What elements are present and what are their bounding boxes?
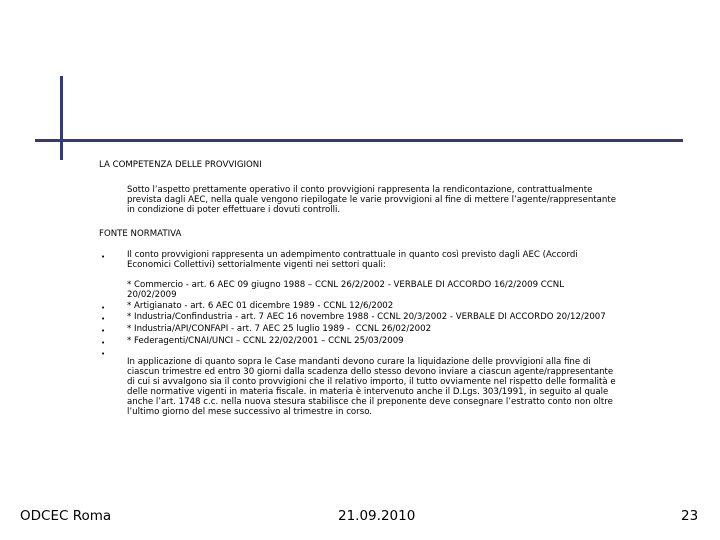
bullet-marker: •: [101, 339, 106, 347]
norm-line-1: Il conto provvigioni rappresenta un adempimento contrattuale in quanto così previsto dagli AEC (Accordi: [127, 250, 578, 260]
conclusion-line-5: anche l’art. 1748 c.c. nella nuova stesura stabilisce che il preponente deve consegnare l’estratto conto non oltre: [127, 397, 613, 407]
section-heading-fonte-normativa: FONTE NORMATIVA: [99, 229, 182, 239]
section-heading-competenza: LA COMPETENZA DELLE PROVVIGIONI: [99, 160, 262, 170]
bullet-marker: •: [101, 315, 106, 323]
bullet-marker: •: [101, 304, 106, 312]
bullet-marker: •: [101, 350, 106, 358]
decorative-vertical-line: [60, 76, 63, 160]
intro-line-1: Sotto l’aspetto prettamente operativo il conto provvigioni rappresenta la rendicontazione, contrattualmente: [127, 185, 593, 195]
footer-organization: ODCEC Roma: [20, 508, 112, 524]
bullet-marker: •: [101, 253, 106, 261]
sector-line-1: * Commercio - art. 6 AEC 09 giugno 1988 – CCNL 26/2/2002 - VERBALE DI ACCORDO 16/2/2009 CCNL: [127, 280, 565, 290]
sector-line-4: * Industria/Confindustria - art. 7 AEC 16 novembre 1988 - CCNL 20/3/2002 - VERBALE DI ACCORDO 20/12/2007: [127, 312, 606, 322]
conclusion-line-2: ciascun trimestre ed entro 30 giorni dalla scadenza dello stesso devono inviare a ciascun agente/rappresentante: [127, 367, 614, 377]
intro-line-2: prevista dagli AEC, nella quale vengono riepilogate le varie provvigioni al fine di mettere l’agente/rappresentante: [127, 195, 616, 205]
decorative-horizontal-line: [35, 139, 683, 142]
conclusion-line-4: delle normative vigenti in materia fiscale. in materia è intervenuto anche il D.Lgs. 303/1991, in seguito al quale: [127, 387, 609, 397]
bullet-marker: •: [101, 327, 106, 335]
footer-page-number: 23: [681, 508, 699, 524]
sector-line-6: * Federagenti/CNAI/UNCI – CCNL 22/02/2001 – CCNL 25/03/2009: [127, 336, 404, 346]
sector-line-5: * Industria/API/CONFAPI - art. 7 AEC 25 luglio 1989 - CCNL 26/02/2002: [127, 324, 432, 334]
conclusion-line-6: l’ultimo giorno del mese successivo al trimestre in corso.: [127, 407, 373, 417]
sector-line-3: * Artigianato - art. 6 AEC 01 dicembre 1989 - CCNL 12/6/2002: [127, 301, 394, 311]
footer-date: 21.09.2010: [338, 508, 416, 524]
sector-line-2: 20/02/2009: [127, 290, 177, 300]
norm-line-2: Economici Collettivi) settorialmente vigenti nei settori quali:: [127, 260, 386, 270]
conclusion-line-3: di cui si avvalgono sia il conto provvigioni che il relativo importo, il tutto ovviamente nel rispetto delle formalità e: [127, 377, 616, 387]
intro-line-3: in condizione di poter effettuare i dovuti controlli.: [127, 205, 341, 215]
conclusion-line-1: In applicazione di quanto sopra le Case mandanti devono curare la liquidazione delle provvigioni alla fine di: [127, 357, 591, 367]
